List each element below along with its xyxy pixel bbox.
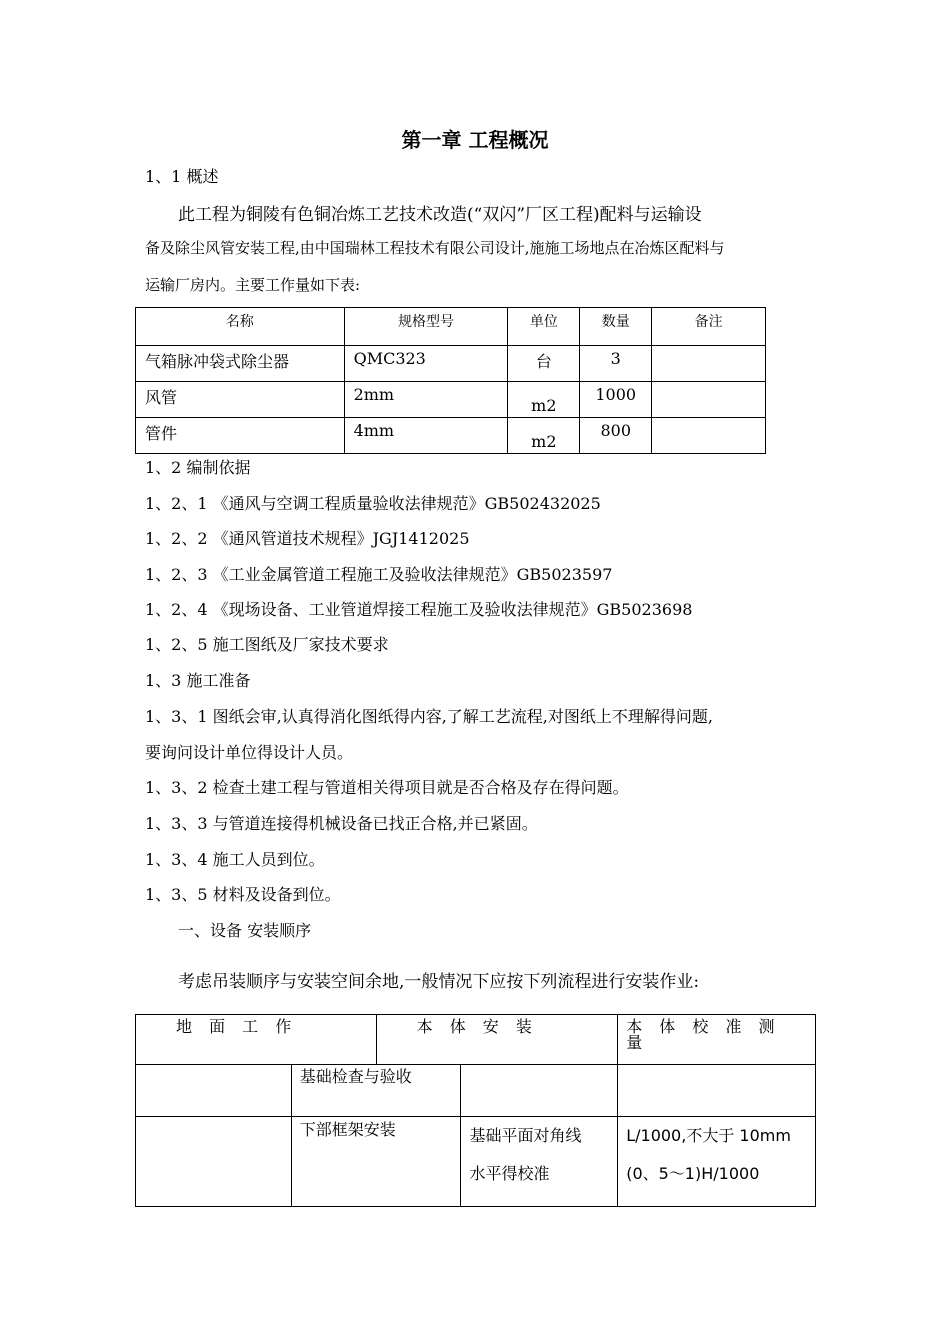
cell-name: 风管 [136, 382, 345, 418]
cell-lower-frame: 下部框架安装 [291, 1117, 461, 1207]
paragraph-line-1: 此工程为铜陵有色铜冶炼工艺技术改造(“双闪”厂区工程)配料与运输设 [178, 205, 702, 225]
header-body-install: 本 体 安 装 [376, 1015, 618, 1065]
cell-tolerance-line-1: L/1000,不大于 10mm [626, 1126, 791, 1145]
cell-name: 气箱脉冲袋式除尘器 [136, 346, 345, 382]
basis-item: 1、2、1 《通风与空调工程质量验收法律规范》GB502432025 [145, 494, 601, 513]
cell-unit: 台 [508, 346, 580, 382]
prep-item: 1、3、4 施工人员到位。 [145, 850, 325, 869]
table-header-name: 名称 [136, 308, 345, 346]
cell-unit: m2 [508, 382, 580, 418]
table-row [136, 1065, 816, 1117]
table-row [136, 1117, 816, 1207]
prep-item: 1、3、2 检查土建工程与管道相关得项目就是否合格及存在得问题。 [145, 778, 629, 797]
cell-diagonal-line-1: 基础平面对角线 [469, 1126, 582, 1145]
cell-remark [652, 382, 766, 418]
workload-table [135, 307, 766, 454]
basis-item: 1、2、2 《通风管道技术规程》JGJ1412025 [145, 529, 470, 548]
cell-qty: 3 [580, 346, 652, 382]
cell-empty [136, 1065, 292, 1117]
section-1-3-heading: 1、3 施工准备 [145, 671, 251, 690]
cell-qty: 800 [580, 418, 652, 454]
table-header-qty: 数量 [580, 308, 652, 346]
prep-item-line-1: 1、3、1 图纸会审,认真得消化图纸得内容,了解工艺流程,对图纸上不理解得问题, [145, 707, 713, 726]
section-1-1-heading: 1、1 概述 [145, 167, 219, 186]
table-header-unit: 单位 [508, 308, 580, 346]
install-intro: 考虑吊装顺序与安装空间余地,一般情况下应按下列流程进行安装作业: [178, 972, 700, 992]
cell-diagonal-line-2: 水平得校准 [469, 1164, 550, 1183]
cell-tolerance-line-2: (0、5～1)H/1000 [626, 1164, 760, 1183]
basis-item: 1、2、3 《工业金属管道工程施工及验收法律规范》GB5023597 [145, 565, 613, 584]
section-1-2-heading: 1、2 编制依据 [145, 458, 251, 477]
section-one-heading: 一、设备 安装顺序 [178, 921, 312, 940]
prep-item-line-2: 要询问设计单位得设计人员。 [145, 743, 354, 762]
table-header-remark: 备注 [652, 308, 766, 346]
paragraph-line-2: 备及除尘风管安装工程,由中国瑞林工程技术有限公司设计,施施工场地点在冶炼区配料与 [145, 239, 725, 257]
cell-spec: 2mm [344, 382, 508, 418]
cell-diagonal [461, 1117, 618, 1207]
paragraph-line-3: 运输厂房内。主要工作量如下表: [145, 276, 361, 294]
chapter-title: 第一章 工程概况 [401, 128, 549, 152]
basis-item: 1、2、4 《现场设备、工业管道焊接工程施工及验收法律规范》GB5023698 [145, 600, 693, 619]
table-row [136, 346, 766, 382]
cell-empty [461, 1065, 618, 1117]
cell-spec: QMC323 [344, 346, 508, 382]
cell-unit: m2 [508, 418, 580, 454]
cell-qty: 1000 [580, 382, 652, 418]
table-row [136, 418, 766, 454]
prep-item: 1、3、3 与管道连接得机械设备已找正合格,并已紧固。 [145, 814, 538, 833]
install-sequence-table [135, 1014, 816, 1207]
cell-empty [618, 1065, 816, 1117]
table-header-spec: 规格型号 [344, 308, 508, 346]
cell-empty [136, 1117, 292, 1207]
cell-name: 管件 [136, 418, 345, 454]
cell-remark [652, 418, 766, 454]
cell-remark [652, 346, 766, 382]
basis-item: 1、2、5 施工图纸及厂家技术要求 [145, 635, 389, 654]
header-ground-work: 地 面 工 作 [136, 1015, 377, 1065]
cell-foundation-check: 基础检查与验收 [291, 1065, 461, 1117]
cell-tolerance [618, 1117, 816, 1207]
prep-item: 1、3、5 材料及设备到位。 [145, 885, 341, 904]
header-body-calibration: 本 体 校 准 测 量 [618, 1015, 816, 1065]
cell-spec: 4mm [344, 418, 508, 454]
table-row [136, 382, 766, 418]
